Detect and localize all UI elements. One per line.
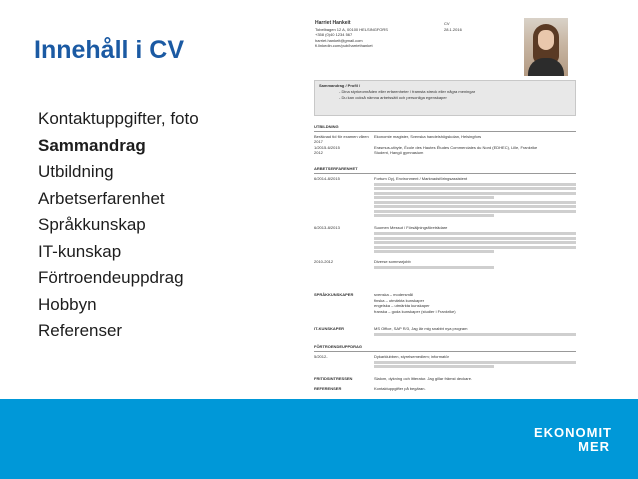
list-item-languages: Språkkunskap [38,215,146,234]
cv-lang-name: franska [374,308,388,314]
ekonomit-logo [534,426,612,454]
cv-row-date: 5/2012- [314,353,328,359]
logo-line1: EKONOMIT [533,425,612,440]
list-item-trust: Förtroendeuppdrag [38,268,184,287]
cv-lang-name: engelska [374,303,391,308]
cv-lang-level: goda kunskaper (studier i Frankrike) [391,308,456,314]
cv-languages: SPRÅKKUNSKAPER svenska – modersmål finska – utmärkta kunskaper engelska – utmärkta kunskaper franska – goda kunskaper (studier i Frankrike) [314,292,456,314]
cv-phone: +358 (0)40 1234 567 [315,32,353,37]
cv-row-text: Erasmus-utbyte, École des Hautes Études Commerciales du Nord (EDHEC), Lille, Frankrike [374,144,538,150]
cv-hobby-text: Slalom, dykning och litteratur. Jag gillar främst deckare. [374,376,473,381]
cv-row-date: 6/2014-8/2015 [314,175,340,181]
cv-row-date: 1/2015-6/2015 [314,144,340,150]
cv-summary [314,80,576,116]
cv-email: harriet.hankeit@gmail.com [315,37,363,43]
cv-thumbnail [287,8,592,396]
cv-lang-level: utmärkta kunskaper [394,303,430,308]
cv-it [314,326,576,338]
cv-address: Tobelbagen 12 A, 00100 HELSINGFORS [315,26,388,32]
list-item-hobby: Hobbyn [38,294,97,314]
cv-meta [444,21,462,32]
cv-row-text: Ekonomie magister, Svenska handelshögskolan, Helsingfors [374,133,482,139]
cv-references [314,386,576,392]
cv-hobby [314,376,576,382]
cv-work-header: ARBETSERFARENHET [314,166,576,174]
cv-references-header: REFERENSER [314,386,342,391]
cv-trust-header: FÖRTROENDEUPPDRAG [314,344,576,352]
cv-photo [524,18,568,76]
cv-summary-bullet: - Du kan också nämna arbetssätt och personliga egenskaper [339,95,447,100]
logo-line2: MER [578,439,610,454]
cv-summary-head: Sammandrag / Profil / [319,83,361,88]
list-item-it: IT-kunskap [38,241,122,261]
cv-contact [315,21,388,49]
slide-title: Innehåll i CV [34,36,185,64]
cv-lang-level: modersmål [393,292,413,297]
cv-row-date: 2010-2012 [314,259,334,264]
list-item-contact: Kontaktuppgifter, foto [38,109,199,128]
cv-row-date: 6/2013-8/2013 [314,225,340,230]
list-item-work: Arbetserfarenhet [38,188,165,208]
list-item-summary: Sammandrag [38,135,146,155]
cv-education-header: UTBILDNING [314,124,576,132]
cv-hobby-header: FRITIDSINTRESSEN [314,376,353,381]
cv-row-text: Suomen Messut / Försäljningsföreträdare [374,225,448,230]
cv-trust [314,344,576,370]
cv-references-text: Kontaktuppgifter på begäran. [374,386,426,391]
footer-bar [0,399,638,479]
cv-row-date: 2012 [314,150,323,155]
cv-doc-label: CV [444,21,450,26]
cv-lang-name: finska [374,297,385,303]
cv-row-text: Fortum Oyj, Environment / Marknadsföringsassistent [374,175,468,181]
cv-languages-header: SPRÅKKUNSKAPER [314,292,354,297]
list-item-education: Utbildning [38,162,114,181]
cv-lang-level: utmärkta kunskaper [388,297,425,303]
cv-it-header: IT-KUNSKAPER [314,326,345,331]
cv-lang-name: svenska [374,292,389,297]
cv-row-text: Student, Hangö gymnasium [374,150,424,155]
list-item-references: Referenser [38,321,123,340]
cv-row-text: Dykarklubben, styrelsemedlem; informatör [374,353,449,359]
cv-summary-bullet: - Dina styrkeområden eller erfarenheter / framsta streck eller några meningar [339,89,476,94]
cv-linkedin: fi.linkedin.com/pub/harriethanket [315,43,373,48]
cv-row-text: Diverse sommarjobb [374,259,411,264]
cv-education [314,124,576,156]
cv-work [314,166,576,271]
cv-it-text: MS Office, SAP R/3, Jag lär mig snabbt nya program [374,326,468,331]
cv-doc-date: 28.1.2016 [444,26,462,32]
cv-name: Harriet Hankeit [315,20,351,26]
content-list [38,106,199,345]
cv-row-date: Beräknad tid för examen våren 2017 [314,133,369,144]
